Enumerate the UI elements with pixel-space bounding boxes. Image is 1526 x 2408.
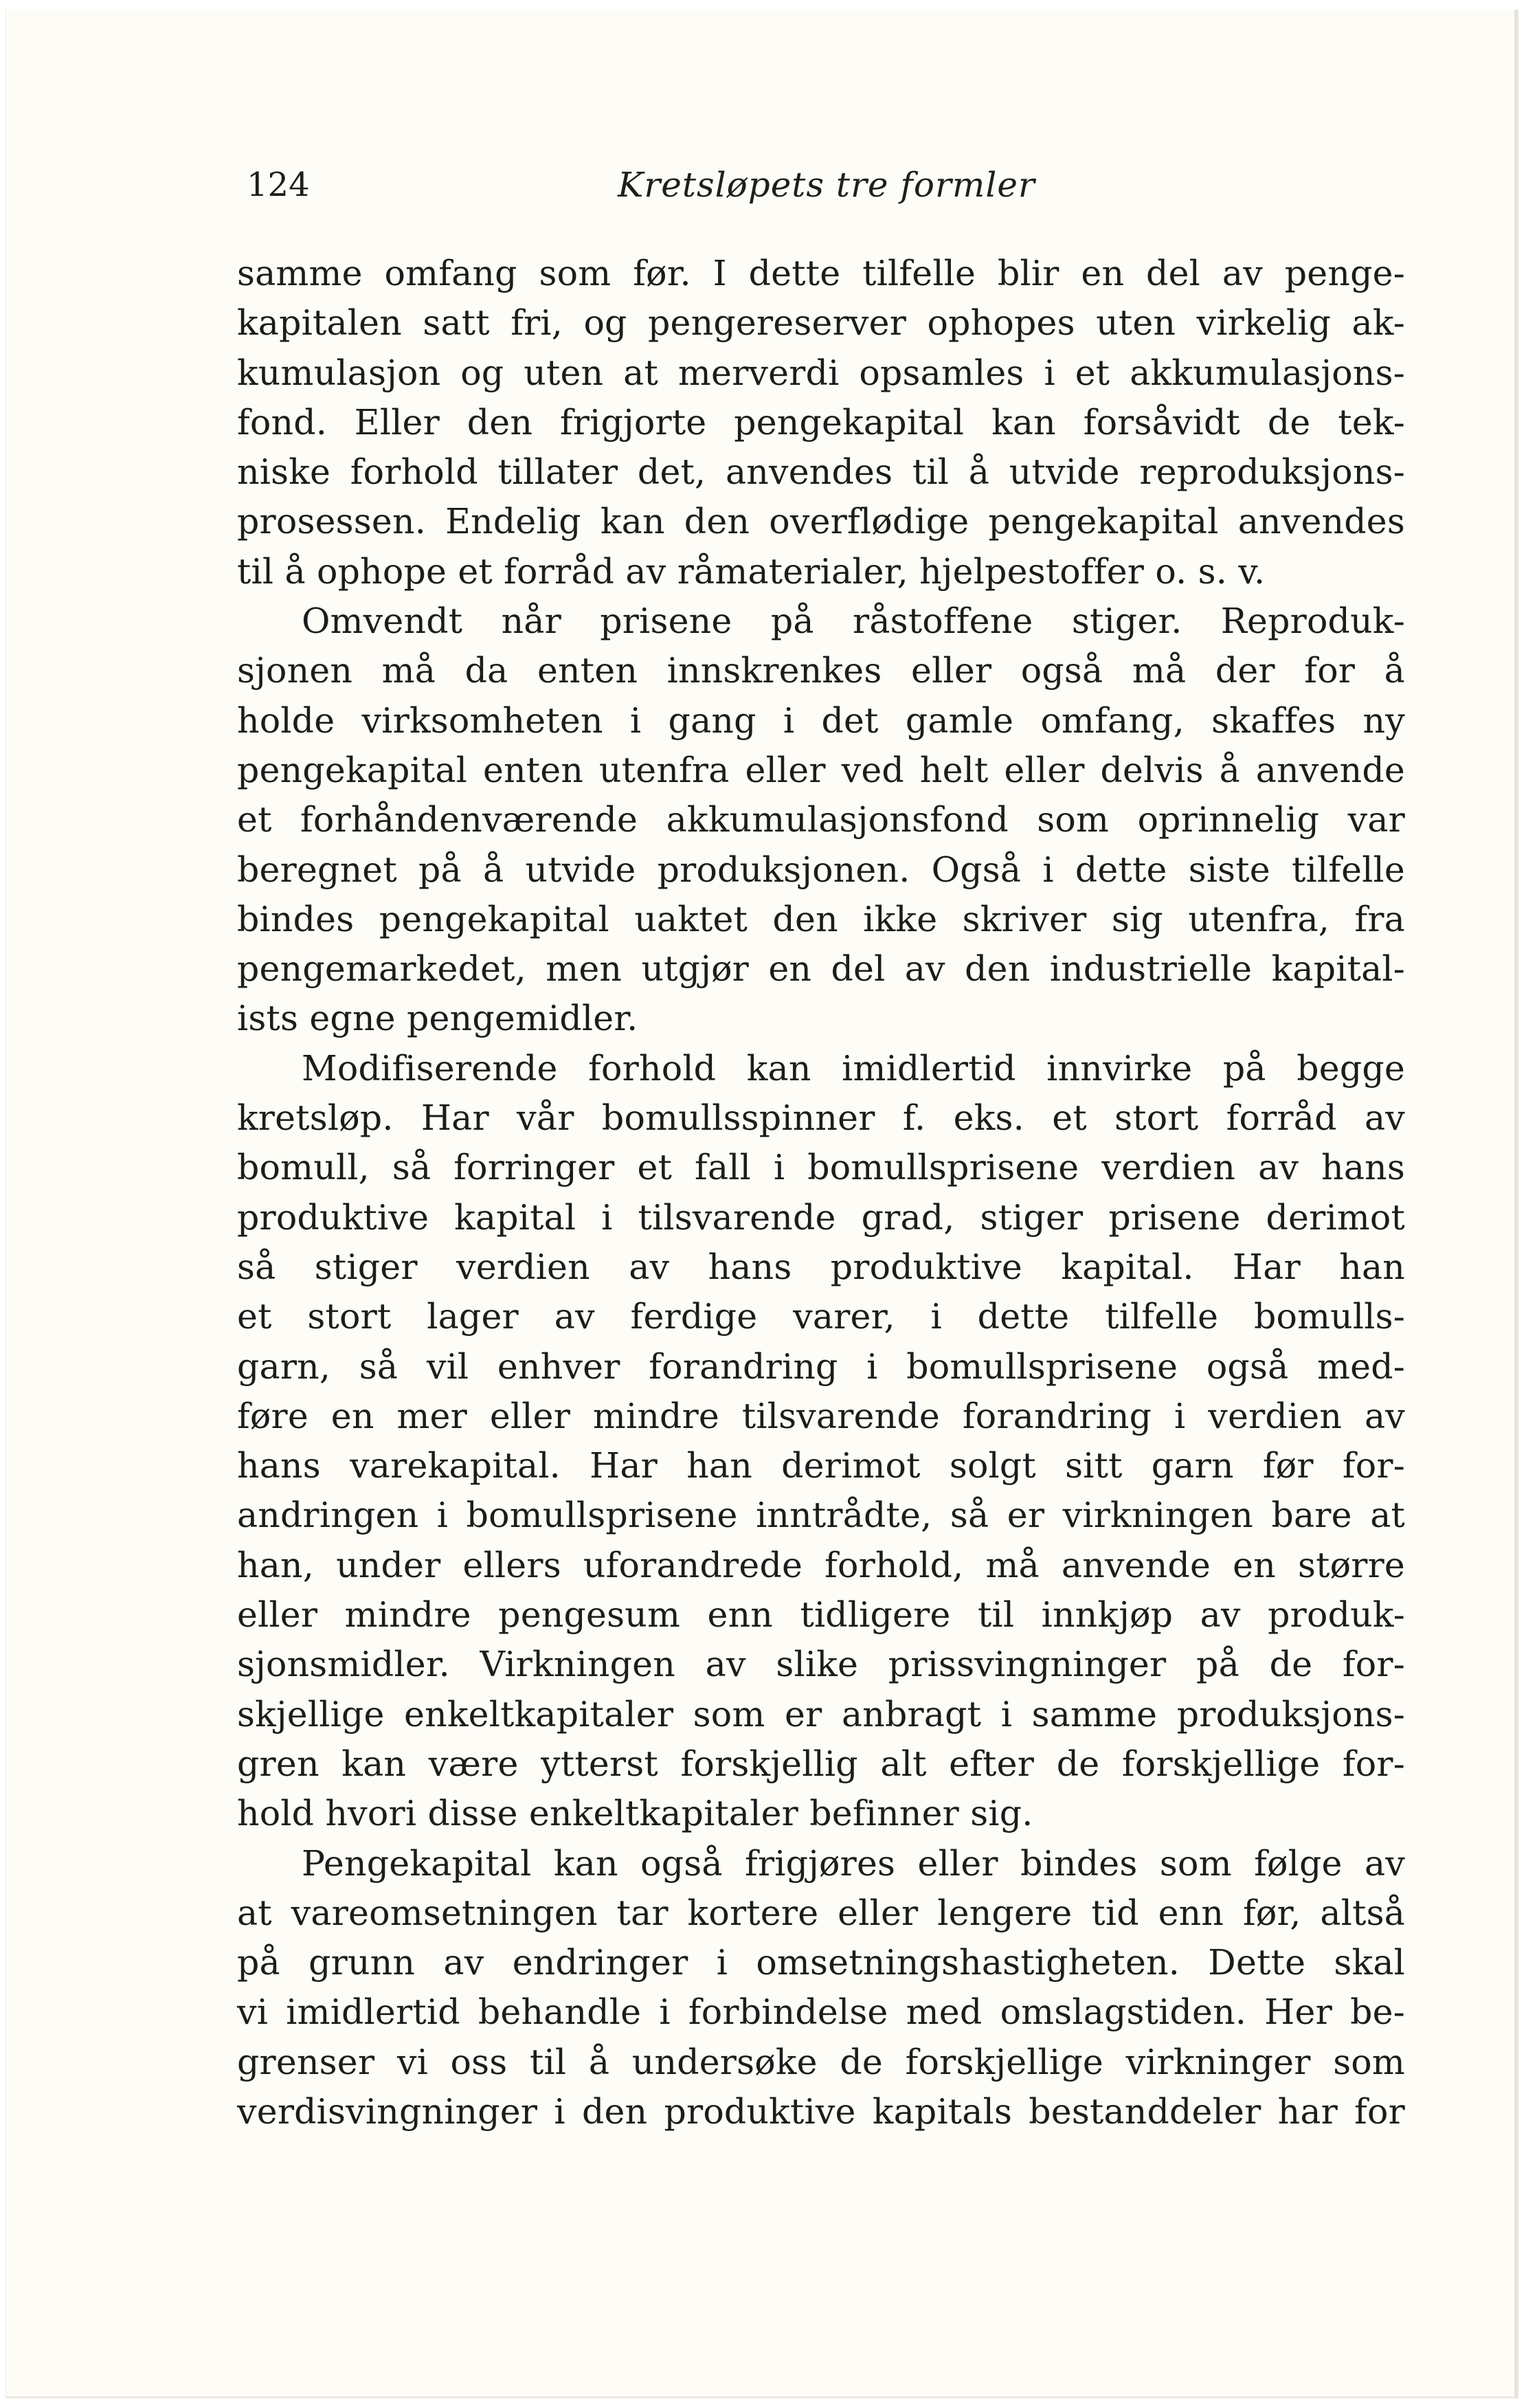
text-line: garn, så vil enhver forandring i bomullsprisene også med- (237, 1346, 1405, 1387)
text-line: kapitalen satt fri, og pengereserver ophopes uten virkelig ak- (237, 302, 1405, 344)
text-line: pengekapital enten utenfra eller ved helt eller delvis å anvende (237, 749, 1405, 790)
text-line: et stort lager av ferdige varer, i dette tilfelle bomulls- (237, 1296, 1405, 1337)
paragraph (237, 597, 1405, 1044)
text-line: grenser vi oss til å undersøke de forskjellige virkninger som (237, 2041, 1405, 2082)
text-line: bindes pengekapital uaktet den ikke skriver sig utenfra, fra (237, 898, 1405, 939)
paragraph (237, 1839, 1405, 2137)
text-line: andringen i bomullsprisene inntrådte, så er virkningen bare at (237, 1495, 1405, 1536)
text-line: bomull, så forringer et fall i bomullsprisene verdien av hans (237, 1147, 1405, 1188)
page-header (247, 164, 1408, 212)
text-line: sjonen må da enten innskrenkes eller også må der for å (237, 650, 1405, 691)
text-line: Modifiserende forhold kan imidlertid innvirke på begge (302, 1047, 1405, 1089)
text-line: samme omfang som før. I dette tilfelle blir en del av penge- (237, 253, 1405, 293)
paragraph (237, 249, 1405, 597)
text-line: at vareomsetningen tar kortere eller lengere tid enn før, altså (237, 1892, 1405, 1933)
text-line: prosessen. Endelig kan den overflødige pengekapital anvendes (237, 501, 1405, 542)
text-line: produktive kapital i tilsvarende grad, stiger prisene derimot (237, 1196, 1405, 1238)
text-line: sjonsmidler. Virkningen av slike prissvingninger på de for- (237, 1644, 1405, 1685)
text-line: gren kan være ytterst forskjellig alt efter de forskjellige for- (237, 1743, 1405, 1784)
text-line: holde virksomheten i gang i det gamle omfang, skaffes ny (237, 700, 1405, 741)
text-line: føre en mer eller mindre tilsvarende forandring i verdien av (237, 1395, 1405, 1436)
text-line: niske forhold tillater det, anvendes til å utvide reproduksjons- (237, 452, 1405, 493)
text-line: han, under ellers uforandrede forhold, må anvende en større (237, 1544, 1405, 1585)
text-line: Omvendt når prisene på råstoffene stiger. Reproduk- (302, 601, 1405, 642)
text-line: pengemarkedet, men utgjør en del av den industrielle kapital- (237, 948, 1405, 990)
running-title: Kretsløpets tre formler (618, 165, 1035, 205)
text-line: et forhåndenværende akkumulasjonsfond som oprinnelig var (237, 799, 1405, 840)
text-line: til å ophope et forråd av råmaterialer, hjelpestoffer o. s. v. (237, 550, 1266, 592)
text-line: vi imidlertid behandle i forbindelse med omslagstiden. Her be- (237, 1992, 1405, 2033)
text-line: hans varekapital. Har han derimot solgt sitt garn før for- (237, 1445, 1405, 1486)
text-line: skjellige enkeltkapitaler som er anbragt i samme produksjons- (237, 1693, 1405, 1735)
text-line: på grunn av endringer i omsetningshastigheten. Dette skal (237, 1942, 1405, 1983)
text-line: fond. Eller den frigjorte pengekapital kan forsåvidt de tek- (237, 401, 1405, 443)
text-line: eller mindre pengesum enn tidligere til innkjøp av produk- (237, 1594, 1405, 1636)
text-line: kumulasjon og uten at merverdi opsamles i et akkumulasjons- (237, 352, 1405, 393)
paragraph (237, 1044, 1405, 1839)
text-line: ists egne pengemidler. (237, 998, 638, 1039)
body-text (237, 249, 1405, 2137)
text-line: beregnet på å utvide produksjonen. Også i dette siste tilfelle (237, 849, 1405, 890)
text-line: hold hvori disse enkeltkapitaler befinner sig. (237, 1793, 1033, 1834)
text-line: kretsløp. Har vår bomullsspinner f. eks. et stort forråd av (237, 1097, 1405, 1139)
text-line: så stiger verdien av hans produktive kapital. Har han (237, 1246, 1405, 1287)
text-line: verdisvingninger i den produktive kapitals bestanddeler har for (237, 2091, 1405, 2132)
page-number: 124 (247, 166, 310, 204)
text-line: Pengekapital kan også frigjøres eller bindes som følge av (302, 1842, 1405, 1884)
